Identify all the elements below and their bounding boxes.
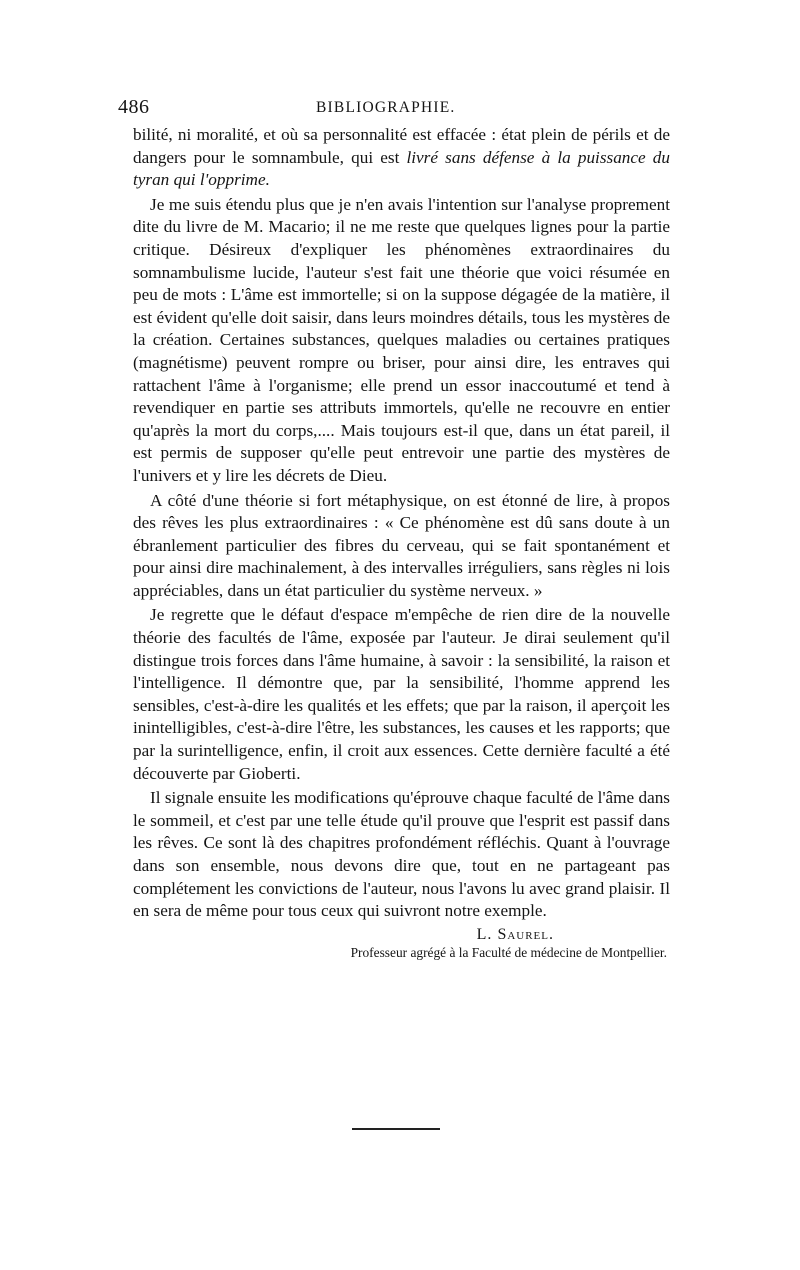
paragraph-3	[133, 490, 670, 603]
author-affiliation: Professeur agrégé à la Faculté de médecine de Montpellier.	[350, 944, 667, 960]
paragraph-5-text: Il signale ensuite les modifications qu'éprouve chaque faculté de l'âme dans le sommeil, et c'est par une telle étude qu'il prouve que l'esprit est passif dans les rêves. Ce sont là des chapitres profondément réfléchis. Quant à l'ouvrage dans son ensemble, nous devons dire que, tout en ne partageant pas complétement les convictions de l'auteur, nous l'avons lu avec grand plaisir. Il en sera de même pour tous ceux qui suivront notre exemple.	[133, 788, 670, 921]
paragraph-5	[133, 787, 670, 923]
page-number: 486	[118, 96, 150, 118]
body-text	[133, 124, 670, 923]
author-name: Saurel.	[497, 925, 554, 943]
running-title: BIBLIOGRAPHIE.	[316, 99, 456, 116]
paragraph-4-text: Je regrette que le défaut d'espace m'empêche de rien dire de la nouvelle théorie des facultés de l'âme, exposée par l'auteur. Je dirai seulement qu'il distingue trois forces dans l'âme humaine, à savoir : la sensibilité, la raison et l'intelligence. Il démontre que, par la sensibilité, l'homme apprend les sensibles, c'est-à-dire les qualités et les effets; que par la raison, il aperçoit les inintelligibles, c'est-à-dire l'être, les substances, les causes et les rapports; que par la surintelligence, enfin, il croit aux essences. Cette dernière faculté a été découverte par Gioberti.	[133, 605, 670, 783]
paragraph-1-italic-text: livré sans défense à la puissance du tyran qui l'opprime.	[133, 147, 670, 190]
end-rule	[352, 1128, 440, 1130]
paragraph-2	[133, 194, 670, 488]
paragraph-1	[133, 124, 670, 192]
document-page	[118, 96, 670, 961]
author-initial: L.	[476, 925, 493, 943]
paragraph-2-text: Je me suis étendu plus que je n'en avais l'intention sur l'analyse proprement dite du livre de M. Macario; il ne me reste que quelques lignes pour la partie critique. Désireux d'expliquer les phénomènes extraordinaires du somnambulisme lucide, l'auteur s'est fait une théorie que voici résumée en peu de mots : L'âme est immortelle; si on la suppose dégagée de la matière, il est évident qu'elle doit saisir, dans leurs moindres détails, tous les mystères de la création. Certaines substances, quelques maladies ou certaines pratiques (magnétisme) peuvent rompre ou briser, pour ainsi dire, les entraves qui rattachent l'âme à l'organisme; elle prend un essor inaccoutumé et tend à revendiquer en partie ses attributs immortels, qu'elle ne recouvre en entier qu'après la mort du corps,.... Mais toujours est-il que, dans un état pareil, il est permis de supposer qu'elle peut entrevoir une partie des mystères de l'univers et y lire les décrets de Dieu.	[133, 194, 670, 485]
paragraph-3-text: A côté d'une théorie si fort métaphysique, on est étonné de lire, à propos des rêves les plus extraordinaires : « Ce phénomène est dû sans doute à un ébranlement particulier des fibres du cerveau, qui se fait spontanément et pour ainsi dire machinalement, à des intervalles irréguliers, sans règles ni lois appréciables, dans un état particulier du système nerveux. »	[133, 490, 670, 600]
paragraph-1-text: bilité, ni moralité, et où sa personnalité est effacée : état plein de périls et de dangers pour le somnambule, qui est	[133, 125, 670, 167]
running-head	[118, 96, 670, 124]
paragraph-4	[133, 604, 670, 785]
author-signature	[133, 926, 670, 944]
